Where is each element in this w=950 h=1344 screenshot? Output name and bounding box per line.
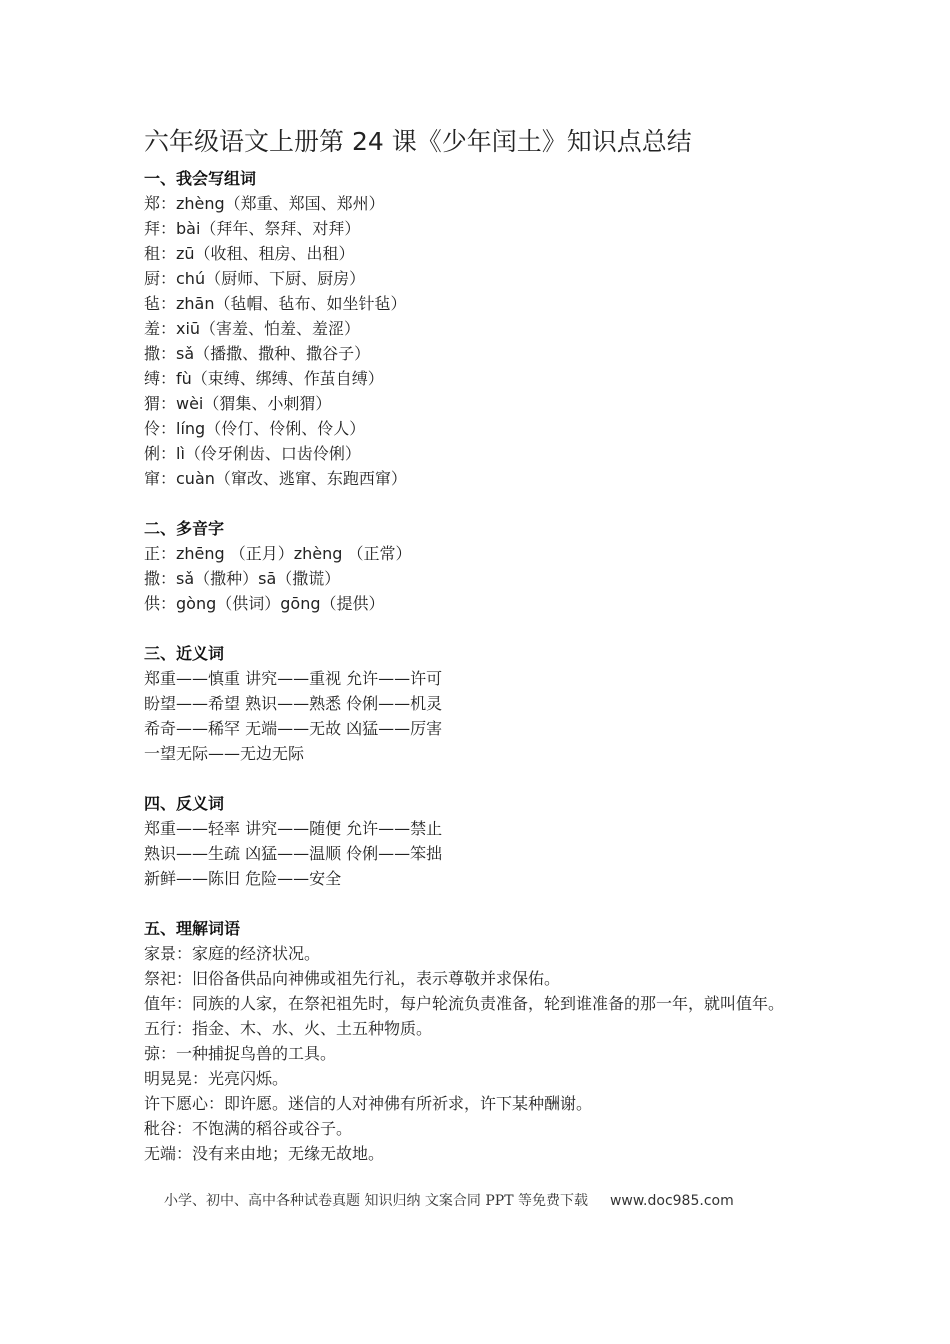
list-item: 厨：chú（厨师、下厨、厨房） — [144, 269, 366, 288]
page-title: 六年级语文上册第 24 课《少年闰土》知识点总结 — [144, 127, 692, 156]
section-heading: 三、近义词 — [144, 644, 225, 663]
list-item: 明晃晃：光亮闪烁。 — [144, 1069, 289, 1088]
list-item: 毡：zhān（毡帽、毡布、如坐针毡） — [144, 294, 407, 313]
list-item: 郑：zhèng（郑重、郑国、郑州） — [144, 194, 385, 213]
list-item: 家景：家庭的经济状况。 — [144, 944, 321, 963]
spacer — [144, 766, 804, 791]
list-item: 新鲜——陈旧 危险——安全 — [144, 869, 342, 888]
list-item: 俐：lì（伶牙俐齿、口齿伶俐） — [144, 444, 361, 463]
list-item: 猬：wèi（猬集、小刺猬） — [144, 394, 332, 413]
list-item: 许下愿心：即许愿。迷信的人对神佛有所祈求，许下某种酬谢。 — [144, 1094, 593, 1113]
list-item: 缚：fù（束缚、绑缚、作茧自缚） — [144, 369, 384, 388]
list-item: 一望无际——无边无际 — [144, 744, 305, 763]
list-item: 无端：没有来由地；无缘无故地。 — [144, 1144, 385, 1163]
section-heading: 二、多音字 — [144, 519, 225, 538]
list-item: 郑重——轻率 讲究——随便 允许——禁止 — [144, 819, 443, 838]
list-item: 熟识——生疏 凶猛——温顺 伶俐——笨拙 — [144, 844, 443, 863]
list-item: 弶：一种捕捉鸟兽的工具。 — [144, 1044, 337, 1063]
section-heading: 四、反义词 — [144, 794, 225, 813]
spacer — [144, 616, 804, 641]
list-item: 撒：sǎ（播撒、撒种、撒谷子） — [144, 344, 371, 363]
list-item: 租：zū（收租、租房、出租） — [144, 244, 355, 263]
list-item: 盼望——希望 熟识——熟悉 伶俐——机灵 — [144, 694, 443, 713]
section-heading: 五、理解词语 — [144, 919, 241, 938]
spacer — [144, 891, 804, 916]
list-item: 羞：xiū（害羞、怕羞、羞涩） — [144, 319, 361, 338]
list-item: 正：zhēng （正月）zhèng （正常） — [144, 544, 412, 563]
section-heading: 一、我会写组词 — [144, 169, 257, 188]
list-item: 秕谷：不饱满的稻谷或谷子。 — [144, 1119, 353, 1138]
page-footer — [164, 1190, 734, 1212]
list-item: 供：gòng（供词）gōng（提供） — [144, 594, 385, 613]
list-item: 伶：líng（伶仃、伶俐、伶人） — [144, 419, 366, 438]
list-item: 窜：cuàn（窜改、逃窜、东跑西窜） — [144, 469, 407, 488]
spacer — [144, 491, 804, 516]
list-item: 祭祀：旧俗备供品向神佛或祖先行礼，表示尊敬并求保佑。 — [144, 969, 561, 988]
list-item: 郑重——慎重 讲究——重视 允许——许可 — [144, 669, 443, 688]
document-body — [144, 166, 804, 1166]
footer-text: 小学、初中、高中各种试卷真题 知识归纳 文案合同 PPT 等免费下载 — [164, 1193, 588, 1209]
list-item: 撒：sǎ（撒种）sā（撒谎） — [144, 569, 341, 588]
list-item: 五行：指金、木、水、火、土五种物质。 — [144, 1019, 433, 1038]
footer-url-link[interactable]: www.doc985.com — [609, 1193, 734, 1209]
list-item: 拜：bài（拜年、祭拜、对拜） — [144, 219, 361, 238]
list-item: 值年：同族的人家，在祭祀祖先时，每户轮流负责准备，轮到谁准备的那一年，就叫值年。 — [144, 994, 785, 1013]
list-item: 希奇——稀罕 无端——无故 凶猛——厉害 — [144, 719, 443, 738]
